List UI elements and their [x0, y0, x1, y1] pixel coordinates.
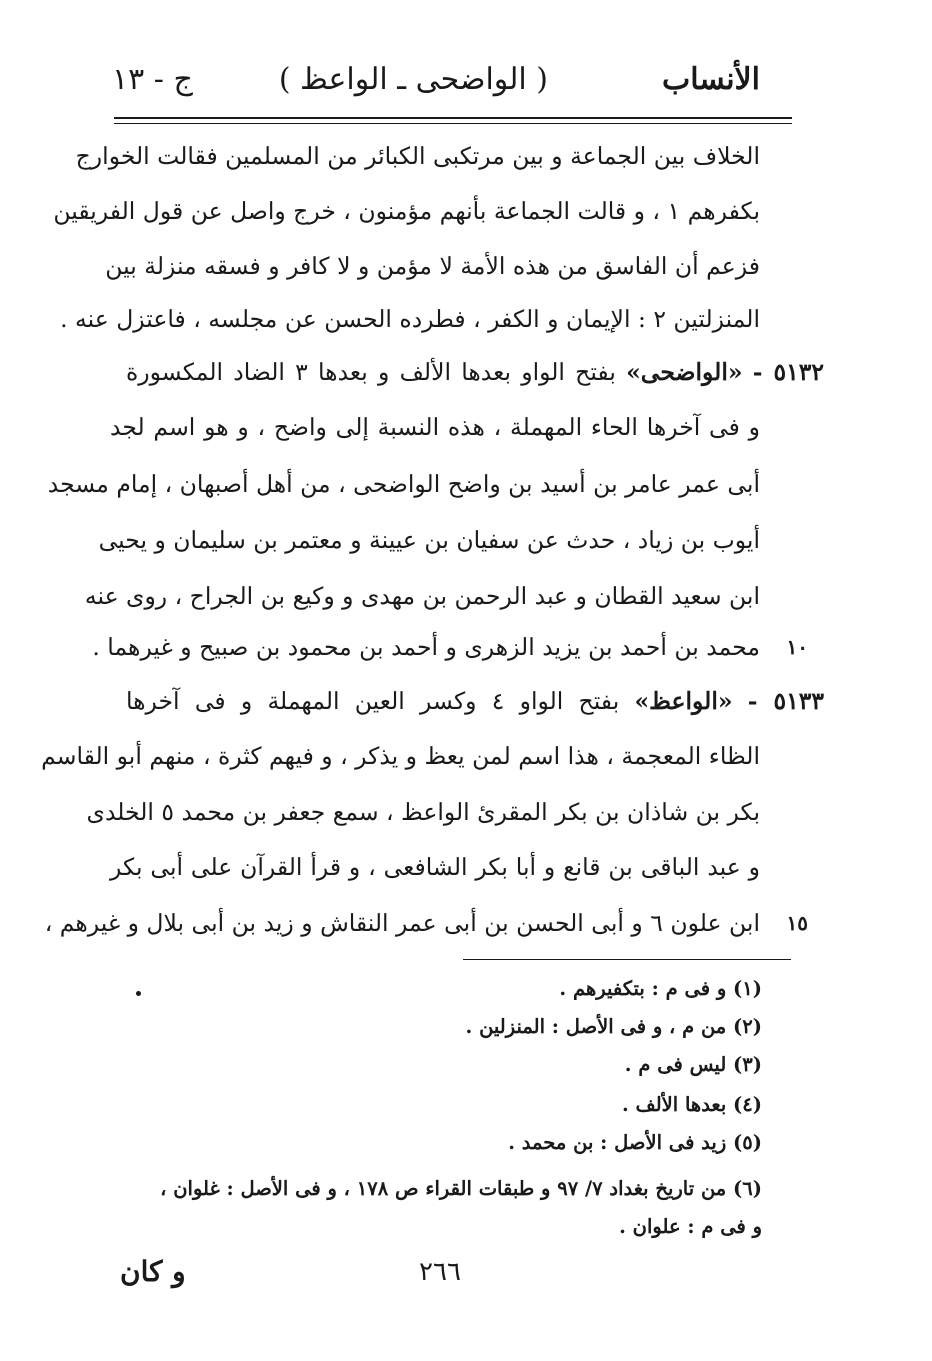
header-rule-thick: [114, 117, 792, 119]
entry-number: ٥١٣٢ -: [752, 358, 824, 386]
catchword: و كان: [120, 1255, 186, 1288]
footnote-separator: [463, 959, 791, 960]
footnote-3: (٣) ليس فى م .: [624, 1053, 762, 1076]
text-line: فزعم أن الفاسق من هذه الأمة لا مؤمن و لا كافر و فسقه منزلة بين: [105, 252, 760, 280]
header-rule-thin: [114, 123, 792, 124]
entry-line-5132: [126, 347, 824, 397]
text-line: و فى آخرها الحاء المهملة ، هذه النسبة إلى واضح ، و هو اسم لجد: [110, 413, 760, 441]
line-number-15: ١٥: [786, 911, 808, 935]
entry-number: ٥١٣٣ -: [747, 687, 825, 715]
text-line: و عبد الباقى بن قانع و أبا بكر الشافعى ، و قرأ القرآن على أبى بكر: [110, 853, 760, 881]
text-line: محمد بن أحمد بن يزيد الزهرى و أحمد بن محمود بن صبيح و غيرهما .: [92, 633, 760, 661]
entry-heading: «الواعظ»: [634, 687, 733, 715]
footnote-6-continued: و فى م : علوان .: [619, 1215, 762, 1238]
text-line: أيوب بن زياد ، حدث عن سفيان بن عيينة و معتمر بن سليمان و يحيى: [98, 526, 760, 554]
text-line: المنزلتين ٢ : الإيمان و الكفر ، فطرده الحسن عن مجلسه ، فاعتزل عنه .: [60, 305, 760, 333]
header-section-title: ( الواضحى ـ الواعظ ): [278, 62, 548, 97]
entry-heading: «الواضحى»: [626, 358, 743, 386]
text-line: أبى عمر عامر بن أسيد بن واضح الواضحى ، من أهل أصبهان ، إمام مسجد: [47, 470, 760, 498]
page-number: ٢٦٦: [419, 1257, 461, 1287]
line-number-10: ١٠: [786, 635, 808, 659]
footnote-4: (٤) بعدها الألف .: [621, 1093, 762, 1116]
entry-text: بفتح الواو ٤ وكسر العين المهملة و فى آخرها: [126, 687, 620, 715]
text-line: بكفرهم ١ ، و قالت الجماعة بأنهم مؤمنون ، خرج واصل عن قول الفريقين: [53, 197, 760, 225]
entry-line-5133: [126, 676, 824, 726]
text-line: ابن سعيد القطان و عبد الرحمن بن مهدى و وكيع بن الجراح ، روى عنه: [84, 582, 760, 610]
entry-text: بفتح الواو بعدها الألف و بعدها ٣ الضاد المكسورة: [126, 358, 616, 386]
footnote-1: (١) و فى م : بتكفيرهم .: [559, 977, 762, 1000]
text-line: بكر بن شاذان بن بكر المقرئ الواعظ ، سمع جعفر بن محمد ٥ الخلدى: [86, 798, 760, 826]
footnote-5: (٥) زيد فى الأصل : بن محمد .: [508, 1131, 762, 1154]
text-line: ابن علون ٦ و أبى الحسن بن أبى عمر النقاش و زيد بن أبى بلال و غيرهم ،: [44, 909, 760, 937]
footnote-2: (٢) من م ، و فى الأصل : المنزلين .: [465, 1015, 762, 1038]
header-volume: ج - ١٣: [112, 62, 193, 97]
footnote-6: (٦) من تاريخ بغداد ٧/ ٩٧ و طبقات القراء ص ١٧٨ ، و فى الأصل : غلوان ،: [160, 1177, 762, 1200]
header-book-title: الأنساب: [662, 62, 760, 97]
text-line: الخلاف بين الجماعة و بين مرتكبى الكبائر من المسلمين فقالت الخوارج: [75, 142, 760, 170]
text-line: الظاء المعجمة ، هذا اسم لمن يعظ و يذكر ، و فيهم كثرة ، منهم أبو القاسم: [41, 742, 760, 770]
